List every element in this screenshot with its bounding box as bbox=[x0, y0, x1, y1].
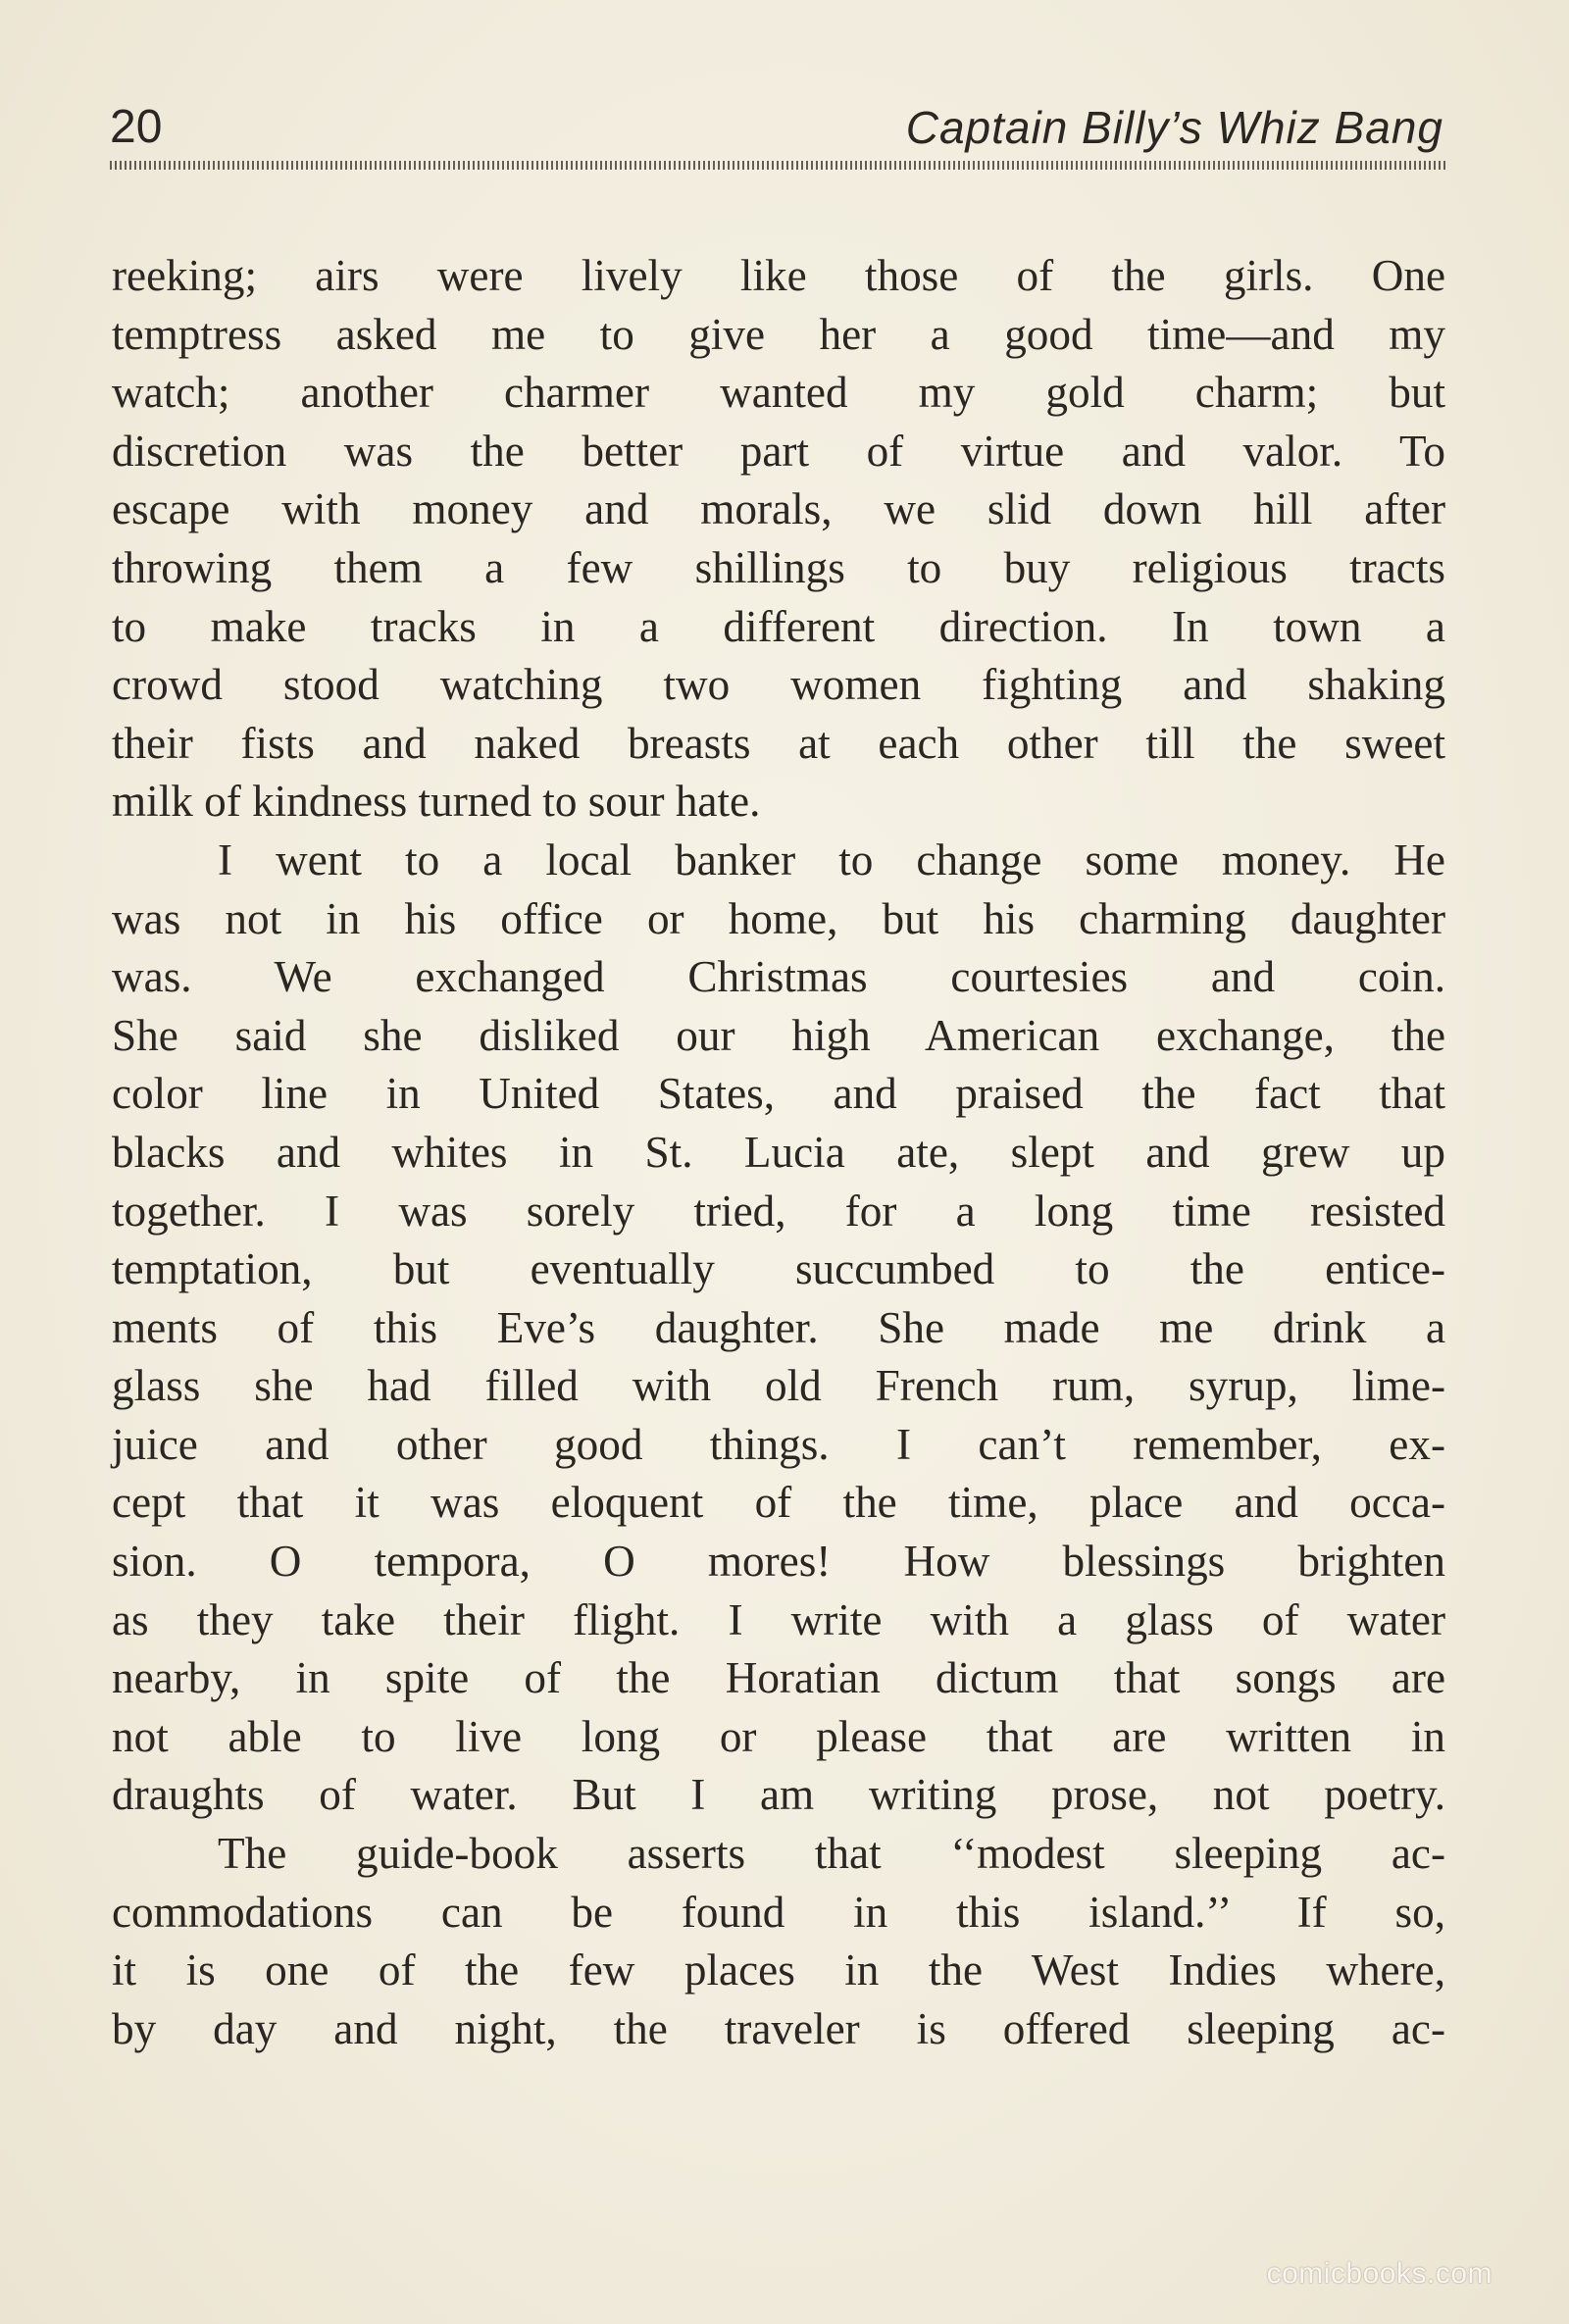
text-line: escape with money and morals, we slid down hill after bbox=[112, 484, 1445, 534]
text-line: not able to live long or please that are written in bbox=[112, 1711, 1445, 1761]
text-line: their fists and naked breasts at each other till the sweet bbox=[112, 718, 1445, 768]
text-line: juice and other good things. I can’t remember, ex- bbox=[112, 1419, 1445, 1469]
paragraph-1 bbox=[112, 247, 1445, 832]
text-line: She said she disliked our high American exchange, the bbox=[112, 1010, 1445, 1060]
text-line: temptation, but eventually succumbed to the entice- bbox=[112, 1244, 1445, 1294]
text-line: sion. O tempora, O mores! How blessings brighten bbox=[112, 1537, 1445, 1587]
page-number: 20 bbox=[110, 101, 163, 153]
text-line: cept that it was eloquent of the time, place and occa- bbox=[112, 1478, 1445, 1528]
text-line: to make tracks in a different direction. In town a bbox=[112, 601, 1445, 651]
body-text bbox=[112, 247, 1445, 2058]
text-line: reeking; airs were lively like those of the girls. One bbox=[112, 251, 1445, 300]
text-line: was. We exchanged Christmas courtesies and coin. bbox=[112, 952, 1445, 1002]
paragraph-2 bbox=[112, 832, 1445, 1825]
text-line: ments of this Eve’s daughter. She made me drink a bbox=[112, 1302, 1445, 1352]
text-line: together. I was sorely tried, for a long time resisted bbox=[112, 1186, 1445, 1236]
text-line: it is one of the few places in the West Indies where, bbox=[112, 1945, 1445, 1996]
header-rule bbox=[110, 161, 1445, 170]
text-line: crowd stood watching two women fighting and shaking bbox=[112, 660, 1445, 710]
page-header bbox=[110, 98, 1443, 157]
text-line: I went to a local banker to change some money. He bbox=[218, 834, 1445, 884]
text-line: as they take their flight. I write with a glass of water bbox=[112, 1594, 1445, 1644]
text-line: temptress asked me to give her a good time—and my bbox=[112, 309, 1445, 359]
text-line: draughts of water. But I am writing prose, not poetry. bbox=[112, 1770, 1445, 1820]
text-line: was not in his office or home, but his charming daughter bbox=[112, 893, 1445, 943]
text-line: blacks and whites in St. Lucia ate, slept and grew up bbox=[112, 1127, 1445, 1177]
text-line: milk of kindness turned to sour hate. bbox=[112, 777, 761, 827]
text-line: glass she had filled with old French rum, syrup, lime- bbox=[112, 1361, 1445, 1411]
text-line: The guide-book asserts that ‘‘modest sleeping ac- bbox=[218, 1829, 1445, 1879]
text-line: by day and night, the traveler is offered sleeping ac- bbox=[112, 2003, 1445, 2053]
text-line: color line in United States, and praised the fact that bbox=[112, 1069, 1445, 1119]
running-title: Captain Billy’s Whiz Bang bbox=[905, 102, 1443, 153]
text-line: discretion was the better part of virtue and valor. To bbox=[112, 426, 1445, 476]
text-line: nearby, in spite of the Horatian dictum that songs are bbox=[112, 1653, 1445, 1703]
watermark: comicbooks.com bbox=[1266, 2257, 1493, 2290]
text-line: commodations can be found in this island.’’ If so, bbox=[112, 1887, 1445, 1937]
text-line: throwing them a few shillings to buy religious tracts bbox=[112, 542, 1445, 592]
text-line: watch; another charmer wanted my gold charm; but bbox=[112, 368, 1445, 418]
paragraph-3 bbox=[112, 1825, 1445, 2058]
